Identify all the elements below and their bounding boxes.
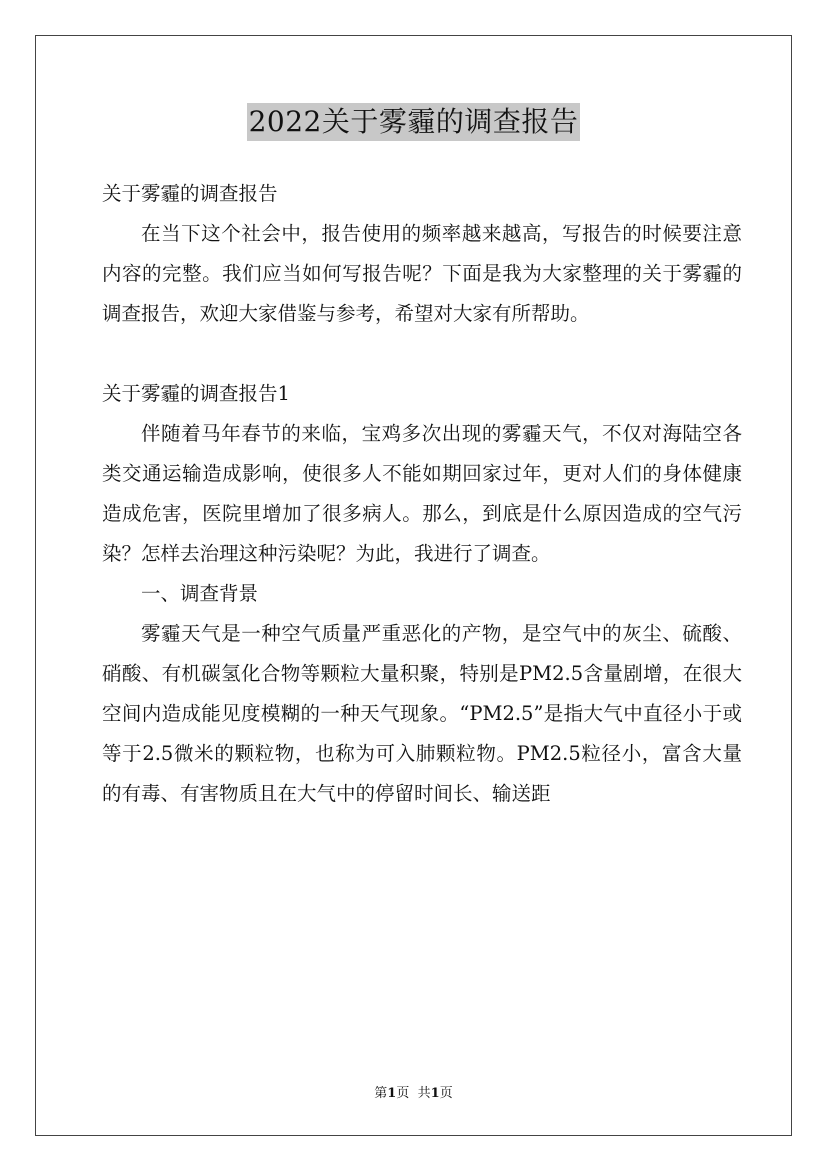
intro-heading: 关于雾霾的调查报告 (102, 182, 278, 205)
title-container (0, 103, 827, 141)
blank-line (102, 334, 742, 374)
document-title: 2022关于雾霾的调查报告 (247, 103, 581, 141)
document-body (102, 174, 742, 814)
total-prefix: 共 (417, 1086, 431, 1101)
page-prefix: 第 (374, 1086, 388, 1101)
total-number: 1 (430, 1086, 440, 1101)
page-number: 1 (387, 1086, 397, 1101)
section1-paragraph-2: 雾霾天气是一种空气质量严重恶化的产物，是空气中的灰尘、硫酸、硝酸、有机碳氢化合物等颗粒大量积聚，特别是PM2.5含量剧增，在很大空间内造成能见度模糊的一种天气现象。“PM2.5”是指大气中直径小于或等于2.5微米的颗粒物，也称为可入肺颗粒物。PM2.5粒径小，富含大量的有毒、有害物质且在大气中的停留时间长、输送距 (102, 622, 742, 805)
page-suffix: 页 (396, 1086, 410, 1101)
intro-paragraph: 在当下这个社会中，报告使用的频率越来越高，写报告的时候要注意内容的完整。我们应当如何写报告呢？下面是我为大家整理的关于雾霾的调查报告，欢迎大家借鉴与参考，希望对大家有所帮助。 (102, 222, 742, 325)
page-footer (0, 1082, 827, 1101)
section1-paragraph-1: 伴随着马年春节的来临，宝鸡多次出现的雾霾天气，不仅对海陆空各类交通运输造成影响，使很多人不能如期回家过年，更对人们的身体健康造成危害，医院里增加了很多病人。那么，到底是什么原因造成的空气污染？怎样去治理这种污染呢？为此，我进行了调查。 (102, 422, 742, 565)
section1-heading: 关于雾霾的调查报告1 (102, 382, 290, 405)
section1-subheading: 一、调查背景 (141, 582, 259, 605)
total-suffix: 页 (439, 1086, 453, 1101)
